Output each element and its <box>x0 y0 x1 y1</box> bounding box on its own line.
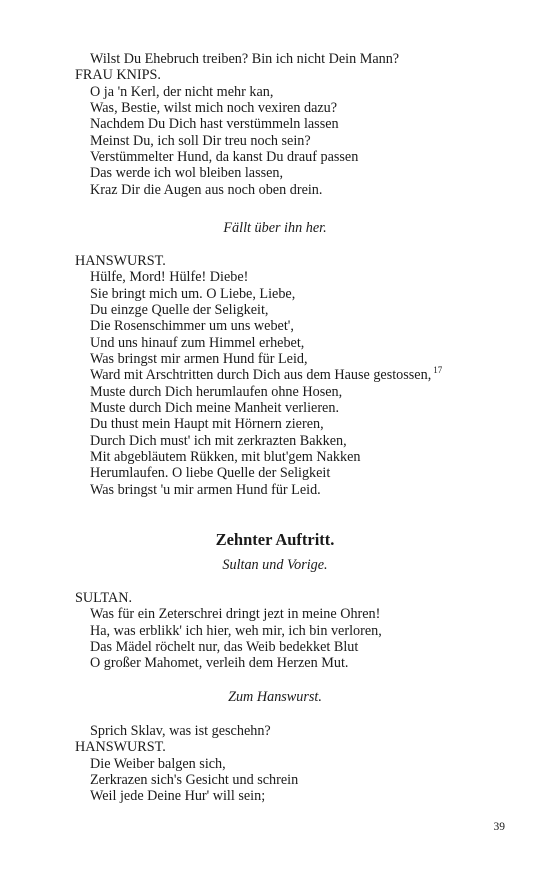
speaker-text: HANSWURST. <box>75 253 166 269</box>
verse-text: Zerkrazen sich's Gesicht und schrein <box>90 772 299 789</box>
verse-text: Herumlaufen. O liebe Quelle der Seligkeit <box>90 465 331 482</box>
verse-line <box>0 449 550 465</box>
verse-line <box>0 84 550 100</box>
verse-text: Die Rosenschimmer um uns webet', <box>90 318 294 335</box>
verse-line <box>0 335 550 351</box>
dialogue-block-3 <box>0 590 550 672</box>
verse-text: Kraz Dir die Augen aus noch oben drein. <box>90 181 323 198</box>
verse-line <box>0 606 550 622</box>
verse-line <box>0 286 550 302</box>
verse-text: Was für ein Zeterschrei dringt jezt in meine Ohren! <box>90 606 381 623</box>
verse-line <box>0 788 550 804</box>
footnote-marker: 17 <box>433 365 443 376</box>
verse-line <box>0 351 550 367</box>
verse-text: Was bringst 'u mir armen Hund für Leid. <box>90 481 321 498</box>
verse-text: Muste durch Dich herumlaufen ohne Hosen, <box>90 383 343 400</box>
speaker-text: SULTAN. <box>75 590 133 606</box>
verse-text: Was, Bestie, wilst mich noch vexiren dazu? <box>90 100 338 117</box>
verse-line <box>0 623 550 639</box>
dialogue-block-2 <box>0 253 550 498</box>
verse-text: O großer Mahomet, verleih dem Herzen Mut. <box>90 655 349 672</box>
stage-direction-2: Sultan und Vorige. <box>222 557 328 573</box>
verse-text: Nachdem Du Dich hast verstümmeln lassen <box>90 116 339 133</box>
verse-text: Du thust mein Haupt mit Hörnern zieren, <box>90 416 324 433</box>
verse-text: Mit abgebläutem Rükken, mit blut'gem Nakken <box>90 449 361 466</box>
verse-text: Wilst Du Ehebruch treiben? Bin ich nicht Dein Mann? <box>90 51 400 67</box>
verse-line <box>0 723 550 739</box>
speaker-text: HANSWURST. <box>75 739 166 756</box>
verse-text: Du einzge Quelle der Seligkeit, <box>90 302 269 319</box>
verse-line <box>0 165 550 181</box>
verse-text: Sie bringt mich um. O Liebe, Liebe, <box>90 285 296 302</box>
verse-line <box>0 465 550 481</box>
verse-text: Weil jede Deine Hur' will sein; <box>90 788 266 805</box>
verse-line <box>0 655 550 671</box>
verse-text: Ha, was erblikk' ich hier, weh mir, ich bin verloren, <box>90 622 382 639</box>
dialogue-block-4 <box>0 723 550 805</box>
verse-text: Ward mit Arschtritten durch Dich aus dem Hause gestossen, <box>90 367 432 384</box>
verse-text: Sprich Sklav, was ist geschehn? <box>90 723 271 739</box>
verse-line <box>0 302 550 318</box>
stage-direction-1: Fällt über ihn her. <box>223 220 327 236</box>
verse-line <box>0 433 550 449</box>
page-number: 39 <box>493 821 505 833</box>
verse-line <box>0 116 550 132</box>
verse-line <box>0 149 550 165</box>
speaker-name <box>0 253 550 269</box>
verse-text: O ja 'n Kerl, der nicht mehr kan, <box>90 83 274 100</box>
speaker-text: FRAU KNIPS. <box>75 67 161 84</box>
speaker-name <box>0 67 550 83</box>
verse-text: Das werde ich wol bleiben lassen, <box>90 165 284 182</box>
speaker-name <box>0 590 550 606</box>
verse-line <box>0 133 550 149</box>
verse-text: Meinst Du, ich soll Dir treu noch sein? <box>90 132 311 149</box>
verse-line <box>0 400 550 416</box>
verse-text: Durch Dich must' ich mit zerkrazten Bakken, <box>90 432 347 449</box>
verse-line <box>0 639 550 655</box>
verse-line <box>0 182 550 198</box>
verse-line <box>0 416 550 432</box>
verse-line <box>0 772 550 788</box>
verse-line <box>0 482 550 498</box>
verse-line <box>0 100 550 116</box>
verse-line <box>0 367 550 383</box>
verse-text: Und uns hinauf zum Himmel erhebet, <box>90 334 305 351</box>
verse-text: Die Weiber balgen sich, <box>90 755 226 772</box>
verse-text: Verstümmelter Hund, da kanst Du drauf passen <box>90 149 359 166</box>
stage-direction-3: Zum Hanswurst. <box>228 689 322 705</box>
verse-line <box>0 51 550 67</box>
scene-title: Zehnter Auftritt. <box>215 530 335 549</box>
verse-text: Hülfe, Mord! Hülfe! Diebe! <box>90 269 249 286</box>
verse-line <box>0 269 550 285</box>
verse-text: Was bringst mir armen Hund für Leid, <box>90 351 308 368</box>
speaker-name <box>0 739 550 755</box>
verse-line <box>0 756 550 772</box>
verse-text: Muste durch Dich meine Manheit verlieren. <box>90 400 339 417</box>
dialogue-block-1 <box>0 51 550 198</box>
verse-line <box>0 384 550 400</box>
verse-text: Das Mädel röchelt nur, das Weib bedekket Blut <box>90 639 359 656</box>
verse-line <box>0 318 550 334</box>
